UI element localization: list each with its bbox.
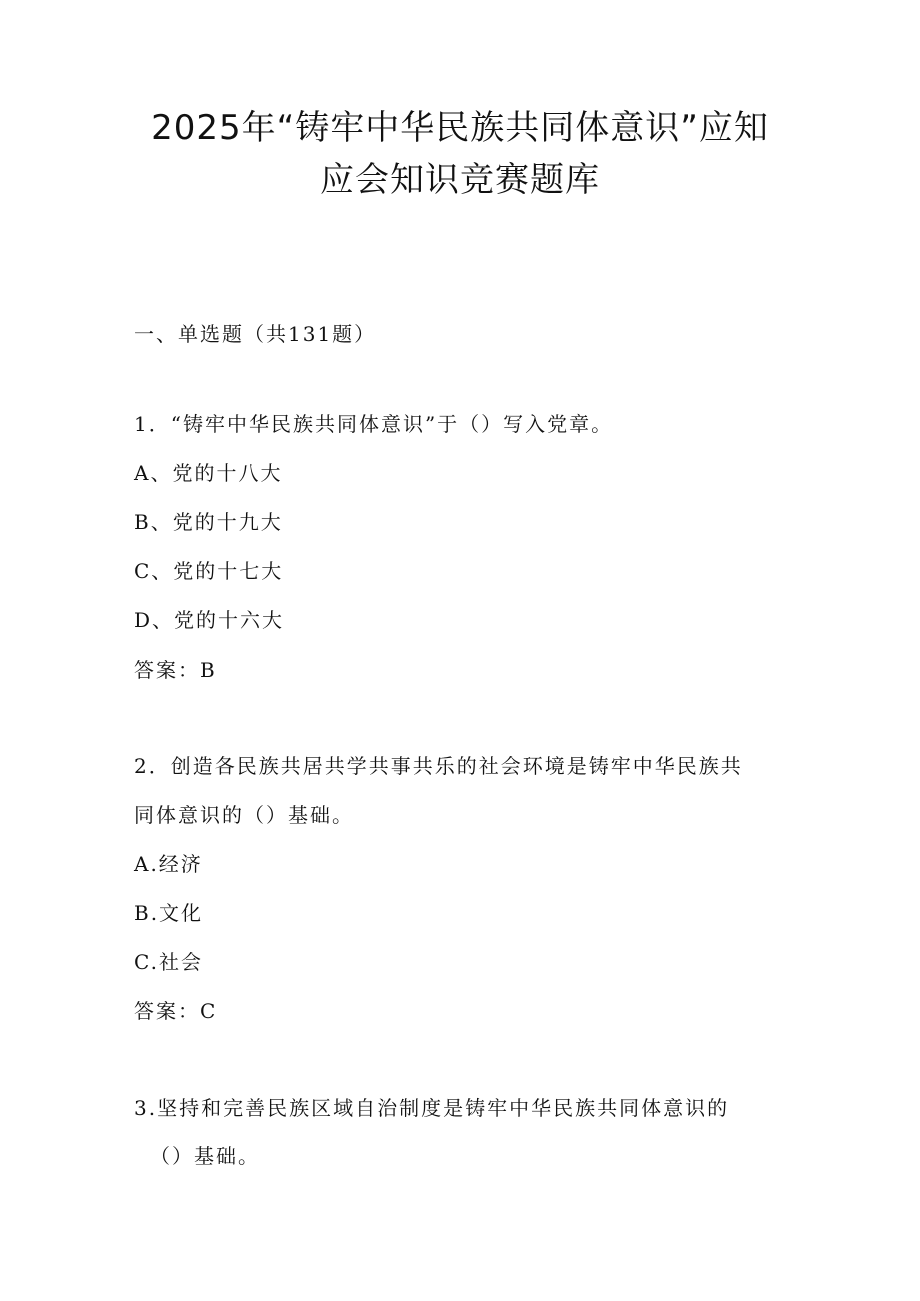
question-2-stem-line-1: 2．创造各民族共居共学共事共乐的社会环境是铸牢中华民族共 bbox=[134, 754, 743, 778]
question-2-answer: 答案：C bbox=[134, 999, 218, 1023]
question-1-stem: 1．“铸牢中华民族共同体意识”于（）写入党章。 bbox=[134, 412, 614, 436]
question-1-option-d: D、党的十六大 bbox=[134, 608, 285, 632]
question-1-option-c: C、党的十七大 bbox=[134, 559, 284, 583]
question-2-option-b: B.文化 bbox=[134, 901, 204, 925]
question-2-stem-line-2: 同体意识的（）基础。 bbox=[134, 803, 354, 827]
question-3-stem-line-2: （）基础。 bbox=[150, 1144, 260, 1168]
section-heading: 一、单选题（共131题） bbox=[134, 322, 377, 346]
question-2-option-c: C.社会 bbox=[134, 950, 203, 974]
question-1-option-a: A、党的十八大 bbox=[134, 461, 283, 485]
question-3-stem-line-1: 3.坚持和完善民族区域自治制度是铸牢中华民族共同体意识的 bbox=[134, 1096, 730, 1120]
document-title-line-1: 2025年“铸牢中华民族共同体意识”应知 bbox=[151, 108, 769, 148]
question-2-option-a: A.经济 bbox=[134, 852, 203, 876]
question-1-answer: 答案：B bbox=[134, 658, 217, 682]
question-1-option-b: B、党的十九大 bbox=[134, 510, 283, 534]
document-title-line-2: 应会知识竞赛题库 bbox=[320, 160, 600, 200]
